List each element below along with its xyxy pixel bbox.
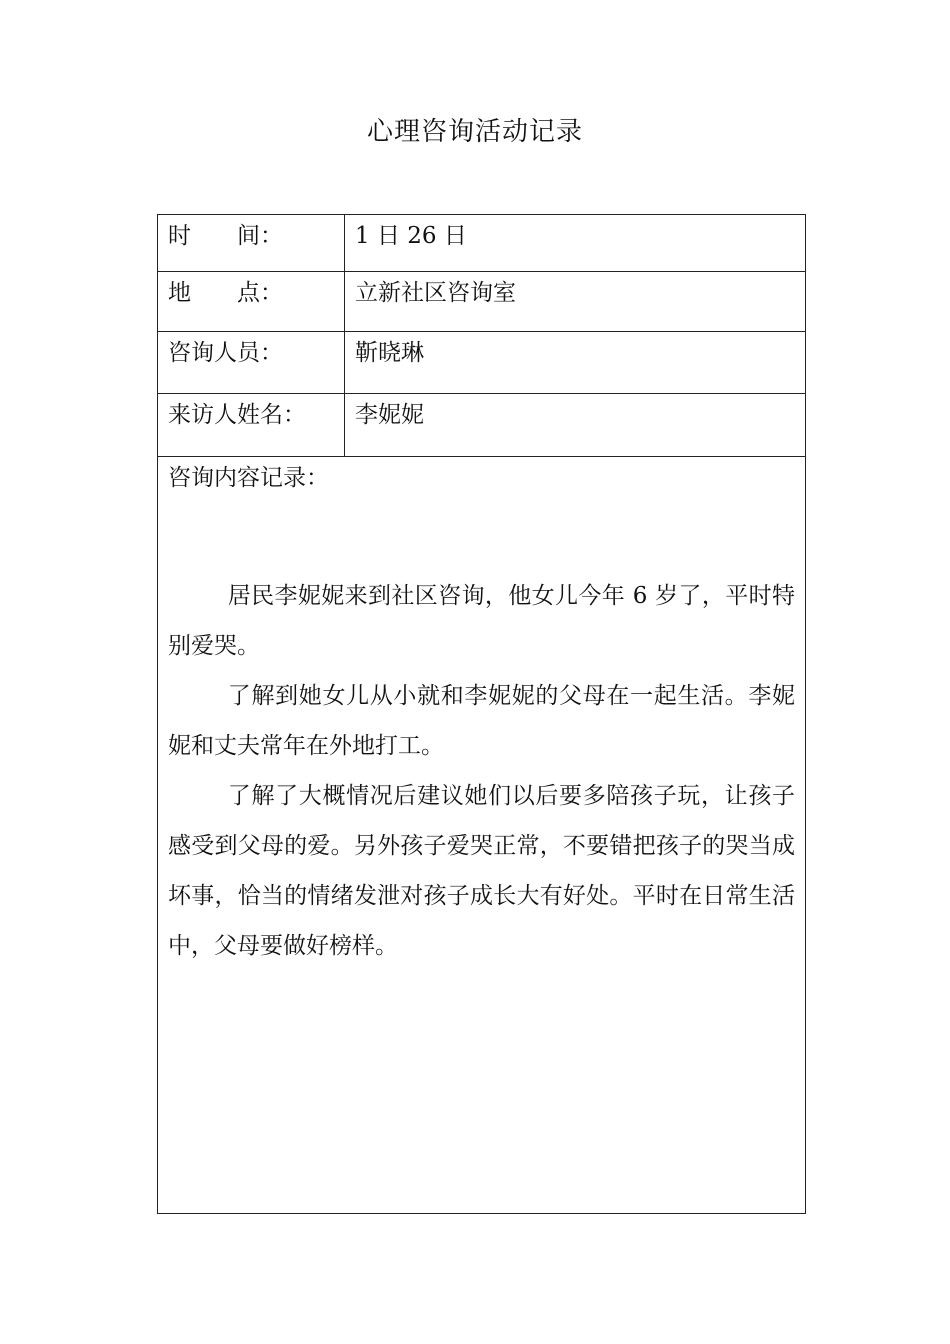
counselor-row bbox=[158, 332, 805, 394]
time-value: 1 日 26 日 bbox=[355, 223, 467, 249]
visitor-label: 来访人姓名： bbox=[158, 394, 345, 456]
time-row bbox=[158, 215, 805, 272]
content-heading: 咨询内容记录： bbox=[168, 465, 329, 491]
place-row bbox=[158, 272, 805, 332]
place-label: 地 点： bbox=[158, 272, 345, 331]
content-paragraph: 居民李妮妮来到社区咨询，他女儿今年 6 岁了，平时特别爱哭。 bbox=[168, 583, 795, 659]
counselor-label: 咨询人员： bbox=[158, 332, 345, 393]
counselor-value: 靳晓琳 bbox=[355, 340, 424, 366]
content-paragraph: 了解到她女儿从小就和李妮妮的父母在一起生活。李妮妮和丈夫常年在外地打工。 bbox=[168, 683, 795, 759]
page-title: 心理咨询活动记录 bbox=[366, 117, 583, 147]
place-value: 立新社区咨询室 bbox=[355, 280, 516, 306]
content-paragraph: 了解了大概情况后建议她们以后要多陪孩子玩，让孩子感受到父母的爱。另外孩子爱哭正常，不要错把孩子的哭当成坏事，恰当的情绪发泄对孩子成长大有好处。平时在日常生活中，父母要做好榜样。 bbox=[168, 783, 795, 959]
visitor-row bbox=[158, 394, 805, 457]
record-table bbox=[157, 214, 806, 1214]
content-record-section bbox=[158, 457, 805, 1213]
visitor-value: 李妮妮 bbox=[355, 402, 424, 428]
time-label: 时 间： bbox=[158, 215, 345, 271]
